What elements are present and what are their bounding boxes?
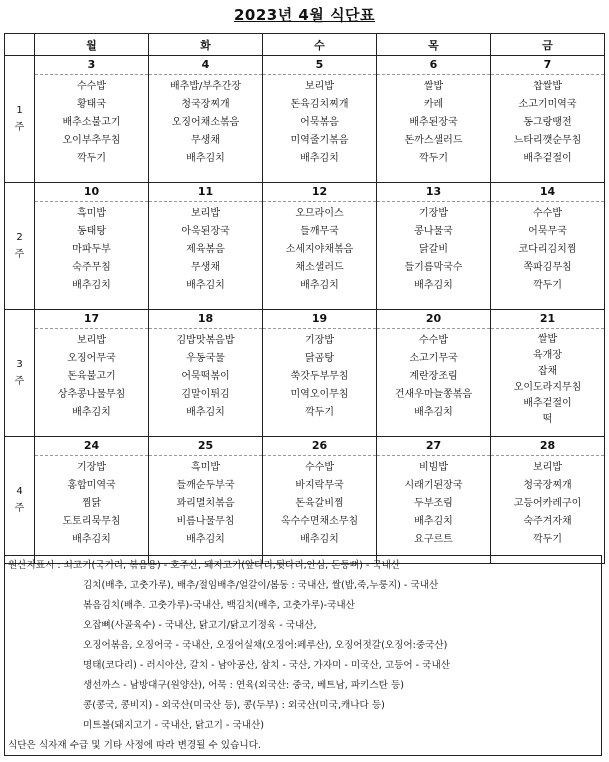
weekday-header-row — [5, 34, 605, 56]
date-number: 11 — [149, 183, 262, 202]
menu-item: 김말이튀김 — [181, 389, 230, 400]
day-cell — [377, 56, 491, 183]
origin-line: 콩(콩국, 콩비지) - 외국산(미국산 등), 콩(두부) : 외국산(미국,캐나다 등) — [83, 700, 385, 711]
menu-item: 배추김치 — [72, 280, 111, 291]
menu-item: 떡 — [542, 414, 553, 425]
menu-item: 수수밥 — [419, 335, 448, 346]
menu-item: 배추김치 — [186, 407, 225, 418]
menu-item: 찹쌀밥 — [533, 81, 562, 92]
menu-item: 꽈리멸치볶음 — [176, 498, 235, 509]
menu-item: 깍두기 — [419, 153, 448, 164]
menu-item: 쑥갓두부무침 — [290, 371, 349, 382]
menu-item: 수수밥 — [77, 81, 106, 92]
menu-item: 깍두기 — [305, 407, 334, 418]
origin-line: 생선까스 - 남방대구(원양산), 어묵 : 연육(외국산: 중국, 베트남, 파키스탄 등) — [83, 680, 404, 691]
date-number: 13 — [377, 183, 490, 202]
menu-item: 닭곰탕 — [305, 353, 334, 364]
day-cell — [149, 437, 263, 564]
origin-footnote: 식단은 식자재 수급 및 기타 사정에 따라 변경될 수 있습니다. — [8, 740, 261, 751]
week-label-text: 주 — [14, 503, 25, 514]
menu-item: 배추김치 — [414, 407, 453, 418]
day-cell — [263, 183, 377, 310]
menu-list — [35, 75, 148, 168]
origin-line: 오잡뼈(사골육수) - 국내산, 닭고기/닭고기정육 - 국내산, — [83, 620, 317, 631]
menu-item: 배추겉절이 — [523, 153, 572, 164]
menu-item: 보리밥 — [77, 335, 106, 346]
menu-item: 돈육불고기 — [67, 371, 116, 382]
day-cell — [377, 437, 491, 564]
origin-line: 미트볼(돼지고기 - 국내산, 닭고기 - 국내산) — [83, 720, 264, 731]
menu-item: 콩나물국 — [414, 226, 453, 237]
menu-item: 마파두부 — [72, 244, 111, 255]
date-number: 20 — [377, 310, 490, 329]
menu-list — [491, 75, 604, 168]
menu-item: 배추김치 — [300, 280, 339, 291]
week-label — [5, 56, 35, 183]
menu-item: 배추김치 — [414, 280, 453, 291]
week-label-text: 주 — [14, 249, 25, 260]
menu-item: 깍두기 — [533, 280, 562, 291]
menu-list — [491, 329, 604, 428]
menu-item: 비빔밥 — [419, 462, 448, 473]
week-label-text: 주 — [14, 376, 25, 387]
day-cell — [149, 183, 263, 310]
menu-item: 오이부추무침 — [62, 135, 121, 146]
menu-list — [149, 456, 262, 549]
date-number: 4 — [149, 56, 262, 75]
menu-item: 옥수수면채소무침 — [280, 516, 359, 527]
menu-item: 바지락무국 — [295, 480, 344, 491]
menu-item: 닭갈비 — [419, 244, 448, 255]
date-number: 12 — [263, 183, 376, 202]
menu-item: 수수밥 — [305, 462, 334, 473]
origin-line: 명태(코다리) - 러시아산, 갈치 - 남아공산, 삼치 - 국산, 가자미 - 미국산, 고등어 - 국내산 — [83, 660, 450, 671]
menu-list — [263, 75, 376, 168]
weekday-header: 목 — [377, 34, 491, 56]
day-cell — [263, 310, 377, 437]
day-cell — [35, 310, 149, 437]
day-cell — [35, 56, 149, 183]
day-cell — [149, 310, 263, 437]
menu-item: 무생채 — [191, 135, 220, 146]
menu-item: 찜닭 — [81, 498, 102, 509]
menu-item: 소세지야채볶음 — [285, 244, 354, 255]
menu-item: 배추김치 — [300, 153, 339, 164]
menu-item: 두부조림 — [414, 498, 453, 509]
day-cell — [263, 56, 377, 183]
menu-item: 상추콩나물무침 — [57, 389, 126, 400]
date-number: 10 — [35, 183, 148, 202]
weekday-header: 금 — [491, 34, 605, 56]
menu-list — [35, 202, 148, 295]
menu-item: 시래기된장국 — [404, 480, 463, 491]
weekday-header: 수 — [263, 34, 377, 56]
menu-list — [491, 456, 604, 549]
origin-line: 볶음김치(배추. 고춧가루)-국내산, 백김치(배추, 고춧가루)-국내산 — [83, 600, 355, 611]
menu-item: 오징어채소볶음 — [171, 117, 240, 128]
menu-item: 제육볶음 — [186, 244, 225, 255]
menu-item: 어묵무국 — [528, 226, 567, 237]
menu-item: 수수밥 — [533, 208, 562, 219]
menu-list — [263, 456, 376, 549]
menu-item: 코다리김치찜 — [518, 244, 577, 255]
date-number: 17 — [35, 310, 148, 329]
menu-item: 들깨무국 — [300, 226, 339, 237]
menu-item: 채소샐러드 — [295, 262, 344, 273]
menu-item: 건새우마늘쫑볶음 — [394, 389, 473, 400]
menu-list — [491, 202, 604, 295]
week-row — [5, 437, 605, 564]
menu-item: 쌀밥 — [423, 81, 444, 92]
menu-item: 배추김치 — [72, 407, 111, 418]
week-row — [5, 56, 605, 183]
menu-item: 기장밥 — [77, 462, 106, 473]
menu-item: 우동국물 — [186, 353, 225, 364]
menu-list — [263, 329, 376, 422]
menu-item: 깍두기 — [77, 153, 106, 164]
day-cell — [491, 437, 605, 564]
menu-item: 도토리묵무침 — [62, 516, 121, 527]
menu-item: 비름나물무침 — [176, 516, 235, 527]
week-label — [5, 183, 35, 310]
menu-item: 배추김치 — [186, 153, 225, 164]
date-number: 24 — [35, 437, 148, 456]
origin-notice — [4, 555, 602, 756]
menu-item: 쪽파김무침 — [523, 262, 572, 273]
date-number: 26 — [263, 437, 376, 456]
menu-item: 청국장찌개 — [523, 480, 572, 491]
day-cell — [377, 310, 491, 437]
menu-item: 들깨순두부국 — [176, 480, 235, 491]
week-label-text: 4 — [16, 486, 23, 497]
menu-item: 기장밥 — [305, 335, 334, 346]
menu-list — [35, 456, 148, 549]
menu-list — [377, 75, 490, 168]
menu-item: 김밥맛볶음밥 — [176, 335, 235, 346]
date-number: 6 — [377, 56, 490, 75]
menu-list — [35, 329, 148, 422]
menu-item: 소고기무국 — [409, 353, 458, 364]
menu-item: 아욱된장국 — [181, 226, 230, 237]
date-number: 5 — [263, 56, 376, 75]
meal-plan-table — [4, 33, 605, 564]
menu-item: 동그랑땡전 — [523, 117, 572, 128]
date-number: 19 — [263, 310, 376, 329]
day-cell — [491, 56, 605, 183]
date-number: 28 — [491, 437, 604, 456]
day-cell — [35, 437, 149, 564]
menu-item: 배추겉절이 — [523, 398, 572, 409]
day-cell — [491, 310, 605, 437]
date-number: 7 — [491, 56, 604, 75]
menu-item: 육개장 — [533, 350, 562, 361]
page-title: 2023년 4월 식단표 — [233, 6, 376, 24]
menu-item: 배추김치 — [186, 280, 225, 291]
week-label — [5, 437, 35, 564]
menu-item: 느타리깻순무침 — [513, 135, 582, 146]
origin-line: 김치(배추, 고춧가루), 배추/절임배추/얼갈이/봄동 : 국내산, 쌀(밥,죽,누룽지) - 국내산 — [83, 580, 439, 591]
menu-item: 황태국 — [77, 99, 106, 110]
menu-list — [263, 202, 376, 295]
day-cell — [377, 183, 491, 310]
menu-item: 배추김치 — [72, 534, 111, 545]
day-cell — [491, 183, 605, 310]
menu-item: 흑미밥 — [191, 462, 220, 473]
menu-item: 쌀밥 — [537, 334, 558, 345]
date-number: 14 — [491, 183, 604, 202]
menu-item: 보리밥 — [305, 81, 334, 92]
menu-item: 돈육갈비찜 — [295, 498, 344, 509]
menu-item: 오므라이스 — [295, 208, 344, 219]
menu-item: 보리밥 — [533, 462, 562, 473]
date-number: 21 — [491, 310, 604, 329]
date-number: 3 — [35, 56, 148, 75]
menu-item: 오징어무국 — [67, 353, 116, 364]
menu-list — [377, 456, 490, 549]
menu-item: 카레 — [423, 99, 444, 110]
date-number: 25 — [149, 437, 262, 456]
day-cell — [35, 183, 149, 310]
origin-line: 원산지표시 : 쇠고기(국거리, 볶음용) - 호주산, 돼지고기(앞다리,뒷다리,안심, 돈등뼈) - 국내산 — [8, 560, 401, 571]
week-label-text: 2 — [16, 232, 23, 243]
date-number: 18 — [149, 310, 262, 329]
menu-item: 어묵떡볶이 — [181, 371, 230, 382]
menu-item: 보리밥 — [191, 208, 220, 219]
menu-item: 돈까스샐러드 — [404, 135, 463, 146]
menu-list — [149, 75, 262, 168]
menu-item: 동태탕 — [77, 226, 106, 237]
menu-item: 잡채 — [537, 366, 558, 377]
week-label-text: 1 — [16, 105, 23, 116]
menu-item: 요구르트 — [414, 534, 453, 545]
weekday-header: 화 — [149, 34, 263, 56]
week-label-text: 주 — [14, 122, 25, 133]
menu-item: 어묵볶음 — [300, 117, 339, 128]
menu-item: 배추소불고기 — [62, 117, 121, 128]
menu-list — [149, 202, 262, 295]
weekday-header: 월 — [35, 34, 149, 56]
menu-list — [377, 202, 490, 295]
day-cell — [263, 437, 377, 564]
menu-item: 고등어카레구이 — [513, 498, 582, 509]
day-cell — [149, 56, 263, 183]
week-label-text: 3 — [16, 359, 23, 370]
menu-item: 계란장조림 — [409, 371, 458, 382]
menu-item: 배추김치 — [300, 534, 339, 545]
menu-list — [149, 329, 262, 422]
menu-item: 배추된장국 — [409, 117, 458, 128]
week-label — [5, 310, 35, 437]
date-number: 27 — [377, 437, 490, 456]
menu-item: 숙주무침 — [72, 262, 111, 273]
menu-item: 깍두기 — [533, 534, 562, 545]
menu-item: 배추김치 — [186, 534, 225, 545]
menu-list — [377, 329, 490, 422]
menu-item: 청국장찌개 — [181, 99, 230, 110]
menu-item: 미역줄기볶음 — [290, 135, 349, 146]
menu-item: 기장밥 — [419, 208, 448, 219]
menu-item: 돈육김치찌개 — [290, 99, 349, 110]
menu-item: 배추밥/부추간장 — [170, 81, 241, 92]
week-row — [5, 310, 605, 437]
menu-item: 흑미밥 — [77, 208, 106, 219]
menu-item: 홍합미역국 — [67, 480, 116, 491]
corner-cell — [5, 34, 35, 56]
menu-item: 배추김치 — [414, 516, 453, 527]
menu-item: 무생채 — [191, 262, 220, 273]
menu-item: 들기름막국수 — [404, 262, 463, 273]
menu-item: 소고기미역국 — [518, 99, 577, 110]
menu-item: 오이도라지무침 — [513, 382, 582, 393]
week-row — [5, 183, 605, 310]
menu-item: 미역오이무침 — [290, 389, 349, 400]
origin-line: 오징어볶음, 오징어국 - 국내산, 오징어실채(오징어:페루산), 오징어젓갈(오징어:중국산) — [83, 640, 448, 651]
menu-item: 숙주겨자채 — [523, 516, 572, 527]
